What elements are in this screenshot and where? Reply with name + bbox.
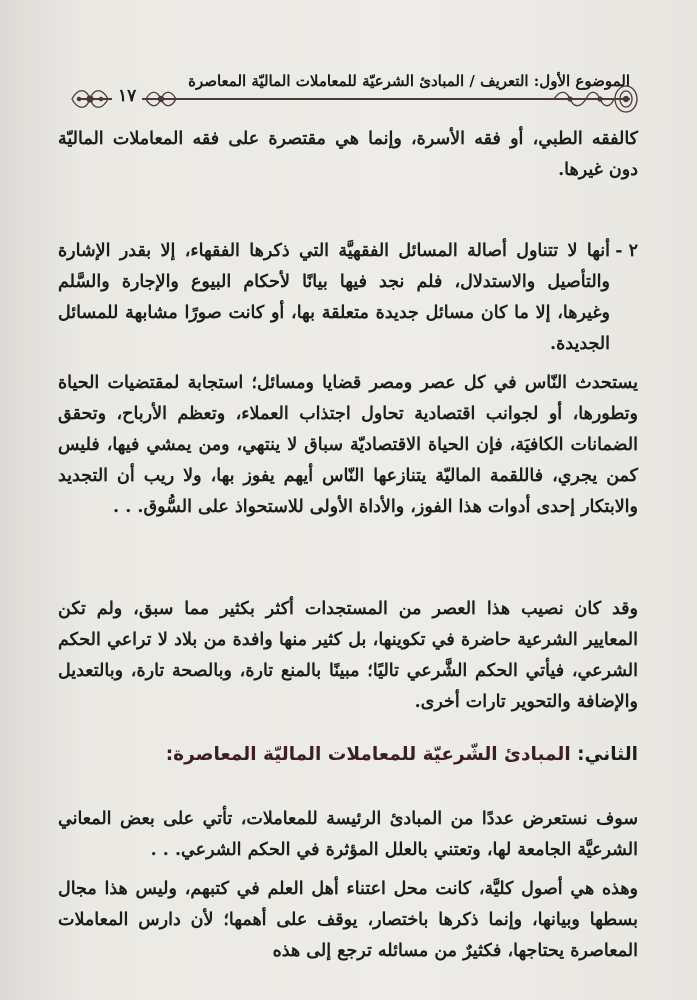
ornament-icon bbox=[550, 84, 640, 114]
paragraph-4: وقد كان نصيب هذا العصر من المستجدات أكثر بكثير مما سبق، ولم تكن المعايير الشرعية حاضرة في تكوينها، بل كثير منها وافدة من بلاد لا تراعي الحكم الشرعي، فيأتي الحكم الشَّرعي تاليًا؛ مبينًا بالمنع تارة، وبالصحة تارة، وبالتعديل والإضافة والتحوير تارات أخرى. bbox=[58, 599, 638, 712]
page-number: ١٧ bbox=[112, 86, 142, 106]
section-heading-text: المبادئ الشّرعيّة للمعاملات الماليّة المعاصرة: bbox=[165, 744, 578, 765]
list-item-2 bbox=[58, 236, 638, 360]
section-heading-label: الثاني: bbox=[577, 744, 638, 765]
header-title: الموضوع الأول: التعريف / المبادئ الشرعيّة للمعاملات الماليّة المعاصرة bbox=[188, 72, 630, 90]
paragraph-6: وهذه هي أصول كليَّة، كانت محل اعتناء أهل العلم في كتبهم، وليس هذا مجال بسطها وبيانها، وإنما ذكرها باختصار، يوقف على أهمها؛ لأن دارس المعاملات المعاصرة يحتاجها، فكثيرٌ من مسائله ترجع إلى هذه bbox=[58, 879, 638, 961]
paragraph-3: يستحدث النّاس في كل عصر ومصر قضايا ومسائل؛ استجابة لمقتضيات الحياة وتطورها، أو لجوانب اقتصادية تحاول اجتذاب العملاء، وتعظم الأرباح، وتحقق الضمانات الكافيَة، فإن الحياة الاقتصاديّة سباق لا ينتهي، ومن يمشي فيها، فليس كمن يجري، فاللقمة الماليّة يتنازعها النّاس أيهم يفوز بها، ولا ريب أن التجديد والابتكار إحدى أدوات هذا الفوز، والأداة الأولى للاستحواذ على السُّوق. . . bbox=[58, 373, 638, 517]
running-header bbox=[70, 72, 630, 112]
ornament-icon bbox=[144, 88, 178, 110]
ornament-icon bbox=[70, 86, 110, 112]
list-item-number: ٢ - bbox=[615, 241, 638, 261]
list-item-text: أنها لا تتناول أصالة المسائل الفقهيَّة التي ذكرها الفقهاء، إلا بقدر الإشارة والتأصيل والاستدلال، فلم نجد فيها بيانًا لأحكام البيوع والإجارة والسَّلم وغيرها، إلا ما كان مسائل جديدة متعلقة بها، أو كانت صورًا مشابهة للمسائل الجديدة. bbox=[58, 241, 610, 354]
paragraph-1: كالفقه الطبي، أو فقه الأسرة، وإنما هي مقتصرة على فقه المعاملات الماليّة دون غيرها. bbox=[58, 129, 638, 180]
section-heading bbox=[58, 744, 638, 765]
paragraph-5: سوف نستعرض عددًا من المبادئ الرئيسة للمعاملات، تأتي على بعض المعاني الشرعيَّة الجامعة لها، وتعتني بالعلل المؤثرة في الحكم الشرعي. . . bbox=[58, 809, 638, 860]
